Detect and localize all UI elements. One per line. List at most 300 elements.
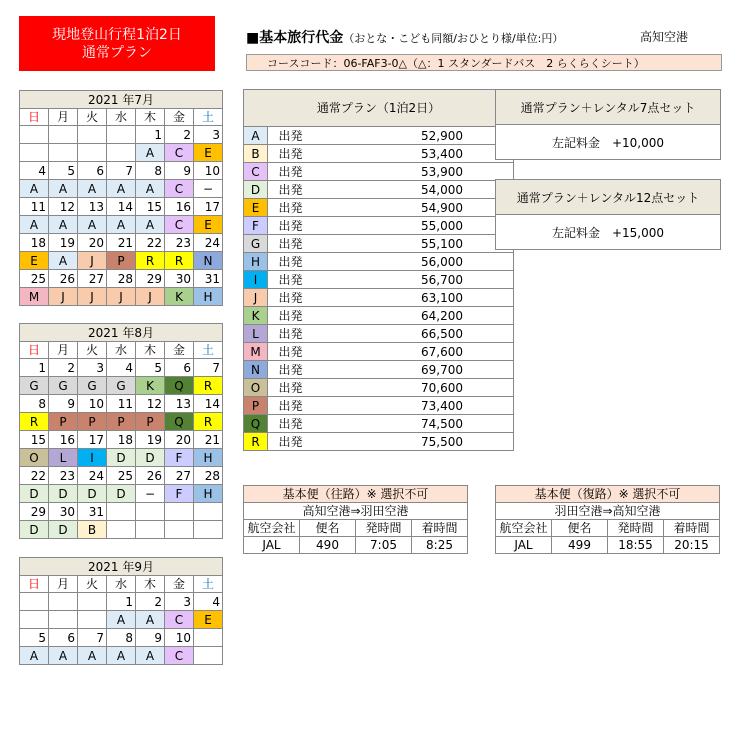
price-code-cell	[20, 144, 49, 162]
price-code-cell: A	[78, 647, 107, 665]
plan-title-box	[19, 16, 215, 71]
price-row	[244, 235, 514, 253]
calendar-august	[19, 323, 223, 539]
rental-12-value: 左記料金 +15,000	[496, 215, 721, 250]
price-code-cell: D	[78, 485, 107, 503]
calendar-day: 10	[165, 629, 194, 647]
calendar-day: 14	[194, 395, 223, 413]
price-code-cell: H	[194, 288, 223, 306]
calendar-day: 13	[78, 198, 107, 216]
calendar-day: 31	[194, 270, 223, 288]
weekday-header: 月	[49, 342, 78, 359]
calendar-july-table	[19, 90, 223, 306]
calendar-day: 1	[107, 593, 136, 611]
price-code: A	[244, 127, 268, 145]
calendar-day: 12	[49, 198, 78, 216]
calendar-day	[20, 593, 49, 611]
depart-label: 出発	[268, 145, 314, 163]
price-code-cell: R	[165, 252, 194, 270]
calendar-september-table	[19, 557, 223, 665]
price-code-cell: H	[194, 485, 223, 503]
price-amount: 53,400	[313, 145, 514, 163]
calendar-day: 17	[194, 198, 223, 216]
price-code: N	[244, 361, 268, 379]
price-row	[244, 145, 514, 163]
flight-header-number: 便名	[300, 520, 356, 537]
price-code-cell: A	[107, 216, 136, 234]
price-code-cell: J	[107, 288, 136, 306]
price-amount: 67,600	[313, 343, 514, 361]
weekday-header: 水	[107, 576, 136, 593]
calendar-day: 25	[20, 270, 49, 288]
flight-arrive-time: 20:15	[664, 537, 720, 554]
calendar-day: 2	[136, 593, 165, 611]
calendar-day: 14	[107, 198, 136, 216]
calendar-day	[78, 593, 107, 611]
price-table-title: 通常プラン（1泊2日）	[244, 90, 514, 127]
price-code-cell: A	[49, 216, 78, 234]
page-title	[246, 27, 563, 47]
calendar-day	[165, 503, 194, 521]
price-code: O	[244, 379, 268, 397]
weekday-header: 土	[194, 342, 223, 359]
calendar-day: 26	[136, 467, 165, 485]
price-amount: 56,700	[313, 271, 514, 289]
calendar-day: 7	[194, 359, 223, 377]
calendar-day: 4	[194, 593, 223, 611]
price-code-cell: P	[78, 413, 107, 431]
price-amount: 63,100	[313, 289, 514, 307]
price-code-cell: B	[78, 521, 107, 539]
calendar-day: 24	[78, 467, 107, 485]
depart-label: 出発	[268, 433, 314, 451]
price-code-cell	[194, 521, 223, 539]
price-code-cell: A	[136, 216, 165, 234]
depart-label: 出発	[268, 343, 314, 361]
price-amount: 55,000	[313, 217, 514, 235]
price-code-cell: −	[136, 485, 165, 503]
price-code-cell	[49, 611, 78, 629]
calendar-day: 6	[165, 359, 194, 377]
price-code-cell: A	[107, 611, 136, 629]
depart-label: 出発	[268, 217, 314, 235]
price-row	[244, 325, 514, 343]
price-code-cell: J	[78, 252, 107, 270]
flight-arrive-time: 8:25	[412, 537, 468, 554]
calendar-day: 10	[194, 162, 223, 180]
price-code: P	[244, 397, 268, 415]
price-code-cell: D	[107, 485, 136, 503]
depart-label: 出発	[268, 163, 314, 181]
flight-depart-time: 18:55	[608, 537, 664, 554]
calendar-day: 9	[136, 629, 165, 647]
price-code-cell: Q	[165, 413, 194, 431]
price-code-cell: A	[78, 180, 107, 198]
price-code-cell: P	[107, 252, 136, 270]
price-row	[244, 415, 514, 433]
price-code-cell: A	[136, 180, 165, 198]
calendar-day: 4	[20, 162, 49, 180]
price-code: L	[244, 325, 268, 343]
flight-depart-time: 7:05	[356, 537, 412, 554]
price-row	[244, 289, 514, 307]
calendar-day: 22	[136, 234, 165, 252]
calendar-day: 12	[136, 395, 165, 413]
depart-label: 出発	[268, 253, 314, 271]
calendar-day: 8	[20, 395, 49, 413]
depart-label: 出発	[268, 289, 314, 307]
weekday-header: 水	[107, 342, 136, 359]
price-code: I	[244, 271, 268, 289]
rental-7-title: 通常プラン＋レンタル7点セット	[496, 90, 721, 125]
calendar-day: 10	[78, 395, 107, 413]
calendar-day: 2	[165, 126, 194, 144]
depart-label: 出発	[268, 199, 314, 217]
price-amount: 52,900	[313, 127, 514, 145]
calendar-day: 5	[49, 162, 78, 180]
price-code-cell: M	[20, 288, 49, 306]
calendar-day: 28	[107, 270, 136, 288]
flight-header-depart: 発時間	[356, 520, 412, 537]
calendar-day: 8	[136, 162, 165, 180]
price-code-cell: D	[20, 485, 49, 503]
price-code: Q	[244, 415, 268, 433]
price-code-cell: C	[165, 180, 194, 198]
price-code: K	[244, 307, 268, 325]
price-code-cell: A	[78, 216, 107, 234]
weekday-header: 火	[78, 109, 107, 126]
calendar-day: 19	[49, 234, 78, 252]
calendar-day: 15	[20, 431, 49, 449]
price-code-cell	[107, 144, 136, 162]
calendar-day: 4	[107, 359, 136, 377]
price-code-cell: E	[194, 216, 223, 234]
price-code-cell: P	[107, 413, 136, 431]
price-amount: 69,700	[313, 361, 514, 379]
price-code-cell: R	[136, 252, 165, 270]
depart-label: 出発	[268, 379, 314, 397]
price-code-cell: A	[136, 611, 165, 629]
flight-return-title: 基本便（復路）※ 選択不可	[496, 486, 720, 503]
price-code-cell: E	[194, 611, 223, 629]
flight-outbound-title: 基本便（往路）※ 選択不可	[244, 486, 468, 503]
calendar-day: 3	[78, 359, 107, 377]
price-row	[244, 307, 514, 325]
calendar-day: 18	[107, 431, 136, 449]
price-code-cell: A	[49, 180, 78, 198]
calendar-day: 11	[20, 198, 49, 216]
plan-title-line1: 現地登山行程1泊2日	[52, 26, 182, 43]
price-code-cell	[194, 647, 223, 665]
price-code-cell: C	[165, 611, 194, 629]
price-code-cell: A	[136, 144, 165, 162]
price-code-cell: D	[136, 449, 165, 467]
calendar-day: 30	[165, 270, 194, 288]
rental-7-value: 左記料金 +10,000	[496, 125, 721, 160]
price-row	[244, 343, 514, 361]
price-code-cell: A	[107, 647, 136, 665]
depart-label: 出発	[268, 181, 314, 199]
price-code-cell: D	[107, 449, 136, 467]
calendar-day	[136, 503, 165, 521]
calendar-day: 7	[78, 629, 107, 647]
depart-label: 出発	[268, 307, 314, 325]
calendar-day: 1	[20, 359, 49, 377]
depart-label: 出発	[268, 325, 314, 343]
weekday-header: 火	[78, 576, 107, 593]
price-code-cell: J	[78, 288, 107, 306]
calendar-day: 23	[49, 467, 78, 485]
price-amount: 53,900	[313, 163, 514, 181]
page-title-main: ■基本旅行代金	[246, 30, 344, 46]
flight-return	[495, 485, 720, 554]
calendar-day	[49, 593, 78, 611]
calendar-day: 6	[49, 629, 78, 647]
price-amount: 75,500	[313, 433, 514, 451]
price-code-cell: G	[107, 377, 136, 395]
calendar-day: 18	[20, 234, 49, 252]
calendar-day: 19	[136, 431, 165, 449]
calendar-day: 11	[107, 395, 136, 413]
calendar-day: 6	[78, 162, 107, 180]
flight-airline: JAL	[244, 537, 300, 554]
depart-label: 出発	[268, 415, 314, 433]
flight-header-arrive: 着時間	[412, 520, 468, 537]
weekday-header: 土	[194, 109, 223, 126]
depart-label: 出発	[268, 235, 314, 253]
price-code-cell: E	[194, 144, 223, 162]
calendar-august-table	[19, 323, 223, 539]
price-amount: 64,200	[313, 307, 514, 325]
price-code: D	[244, 181, 268, 199]
price-row	[244, 271, 514, 289]
calendar-day: 13	[165, 395, 194, 413]
price-code-cell: H	[194, 449, 223, 467]
price-code: R	[244, 433, 268, 451]
weekday-header: 木	[136, 109, 165, 126]
calendar-day: 9	[165, 162, 194, 180]
price-code-cell: K	[136, 377, 165, 395]
flight-header-airline: 航空会社	[244, 520, 300, 537]
price-code-cell: A	[107, 180, 136, 198]
price-row	[244, 163, 514, 181]
flight-header-depart: 発時間	[608, 520, 664, 537]
weekday-header: 水	[107, 109, 136, 126]
price-code-cell	[78, 611, 107, 629]
price-code-cell: G	[78, 377, 107, 395]
price-code: C	[244, 163, 268, 181]
flight-airline: JAL	[496, 537, 552, 554]
flight-header-number: 便名	[552, 520, 608, 537]
calendar-day: 25	[107, 467, 136, 485]
calendar-day	[194, 503, 223, 521]
calendar-day: 20	[78, 234, 107, 252]
depart-label: 出発	[268, 271, 314, 289]
depart-label: 出発	[268, 361, 314, 379]
price-code-cell	[78, 144, 107, 162]
price-code-cell	[20, 611, 49, 629]
price-code-cell: P	[49, 413, 78, 431]
departure-airport: 高知空港	[640, 30, 689, 44]
rental-12-title: 通常プラン＋レンタル12点セット	[496, 180, 721, 215]
price-code-cell	[107, 521, 136, 539]
calendar-day: 15	[136, 198, 165, 216]
price-row	[244, 253, 514, 271]
calendar-day: 3	[194, 126, 223, 144]
calendar-day: 16	[49, 431, 78, 449]
price-code: B	[244, 145, 268, 163]
price-code: G	[244, 235, 268, 253]
price-code-cell: D	[20, 521, 49, 539]
price-row	[244, 397, 514, 415]
calendar-title: 2021 年8月	[20, 324, 223, 342]
calendar-day: 9	[49, 395, 78, 413]
price-code-cell: L	[49, 449, 78, 467]
price-code-cell	[165, 521, 194, 539]
calendar-day	[78, 126, 107, 144]
weekday-header: 金	[165, 109, 194, 126]
price-code: H	[244, 253, 268, 271]
calendar-day: 5	[136, 359, 165, 377]
flight-number: 499	[552, 537, 608, 554]
price-code-cell: A	[49, 647, 78, 665]
calendar-day: 16	[165, 198, 194, 216]
price-row	[244, 181, 514, 199]
price-code-cell: R	[20, 413, 49, 431]
weekday-header: 土	[194, 576, 223, 593]
price-code-cell: I	[78, 449, 107, 467]
calendar-title: 2021 年7月	[20, 91, 223, 109]
calendar-day: 20	[165, 431, 194, 449]
page-title-sub: （おとな・こども同額/おひとり様/単位:円）	[343, 32, 564, 45]
price-code-cell: J	[49, 288, 78, 306]
price-row	[244, 217, 514, 235]
calendar-day: 17	[78, 431, 107, 449]
weekday-header: 火	[78, 342, 107, 359]
price-amount: 70,600	[313, 379, 514, 397]
price-code-cell: F	[165, 449, 194, 467]
flight-outbound-route: 高知空港⇒羽田空港	[244, 503, 468, 520]
calendar-day: 5	[20, 629, 49, 647]
price-code-cell	[49, 144, 78, 162]
weekday-header: 日	[20, 109, 49, 126]
price-code-cell: C	[165, 647, 194, 665]
calendar-day	[194, 629, 223, 647]
price-code-cell: G	[49, 377, 78, 395]
calendar-day: 21	[194, 431, 223, 449]
rental-box-7	[495, 89, 721, 160]
price-row	[244, 361, 514, 379]
calendar-day: 30	[49, 503, 78, 521]
calendar-july	[19, 90, 223, 306]
calendar-day: 24	[194, 234, 223, 252]
price-amount: 66,500	[313, 325, 514, 343]
rental-box-12	[495, 179, 721, 250]
price-code-cell: A	[49, 252, 78, 270]
price-amount: 54,900	[313, 199, 514, 217]
weekday-header: 金	[165, 576, 194, 593]
price-row	[244, 127, 514, 145]
price-code-cell: A	[20, 216, 49, 234]
flight-number: 490	[300, 537, 356, 554]
flight-header-airline: 航空会社	[496, 520, 552, 537]
calendar-day: 27	[165, 467, 194, 485]
price-amount: 55,100	[313, 235, 514, 253]
price-row	[244, 379, 514, 397]
calendar-day: 7	[107, 162, 136, 180]
flight-outbound	[243, 485, 468, 554]
price-code-cell: O	[20, 449, 49, 467]
price-code: F	[244, 217, 268, 235]
calendar-day: 29	[136, 270, 165, 288]
flight-header-arrive: 着時間	[664, 520, 720, 537]
calendar-day	[107, 126, 136, 144]
price-code-cell: C	[165, 216, 194, 234]
weekday-header: 月	[49, 576, 78, 593]
price-code-cell: E	[20, 252, 49, 270]
price-table	[243, 89, 514, 451]
price-amount: 73,400	[313, 397, 514, 415]
price-code-cell: A	[20, 647, 49, 665]
calendar-day: 1	[136, 126, 165, 144]
calendar-day: 8	[107, 629, 136, 647]
price-table-grid	[243, 89, 514, 451]
price-amount: 56,000	[313, 253, 514, 271]
flight-return-route: 羽田空港⇒高知空港	[496, 503, 720, 520]
price-code-cell: Q	[165, 377, 194, 395]
calendar-day	[107, 503, 136, 521]
price-code-cell: J	[136, 288, 165, 306]
calendar-day	[20, 126, 49, 144]
calendar-title: 2021 年9月	[20, 558, 223, 576]
calendar-day: 27	[78, 270, 107, 288]
price-code-cell: K	[165, 288, 194, 306]
course-code: コースコード：06-FAF3-0△（△：1 スタンダードバス 2 らくらくシート）	[246, 54, 722, 71]
price-amount: 54,000	[313, 181, 514, 199]
calendar-day: 3	[165, 593, 194, 611]
price-amount: 74,500	[313, 415, 514, 433]
price-code-cell	[136, 521, 165, 539]
calendar-day: 23	[165, 234, 194, 252]
calendar-day	[49, 126, 78, 144]
price-code-cell: G	[20, 377, 49, 395]
price-code: E	[244, 199, 268, 217]
weekday-header: 日	[20, 576, 49, 593]
price-code: M	[244, 343, 268, 361]
weekday-header: 金	[165, 342, 194, 359]
weekday-header: 月	[49, 109, 78, 126]
price-code-cell: F	[165, 485, 194, 503]
calendar-day: 21	[107, 234, 136, 252]
price-code-cell: R	[194, 413, 223, 431]
price-row	[244, 433, 514, 451]
calendar-day: 28	[194, 467, 223, 485]
weekday-header: 木	[136, 342, 165, 359]
calendar-day: 31	[78, 503, 107, 521]
price-code-cell: C	[165, 144, 194, 162]
price-code-cell: D	[49, 521, 78, 539]
weekday-header: 木	[136, 576, 165, 593]
calendar-september	[19, 557, 223, 665]
calendar-day: 26	[49, 270, 78, 288]
plan-title-line2: 通常プラン	[82, 44, 152, 61]
weekday-header: 日	[20, 342, 49, 359]
price-code: J	[244, 289, 268, 307]
price-code-cell: N	[194, 252, 223, 270]
calendar-day: 29	[20, 503, 49, 521]
price-row	[244, 199, 514, 217]
price-code-cell: A	[136, 647, 165, 665]
